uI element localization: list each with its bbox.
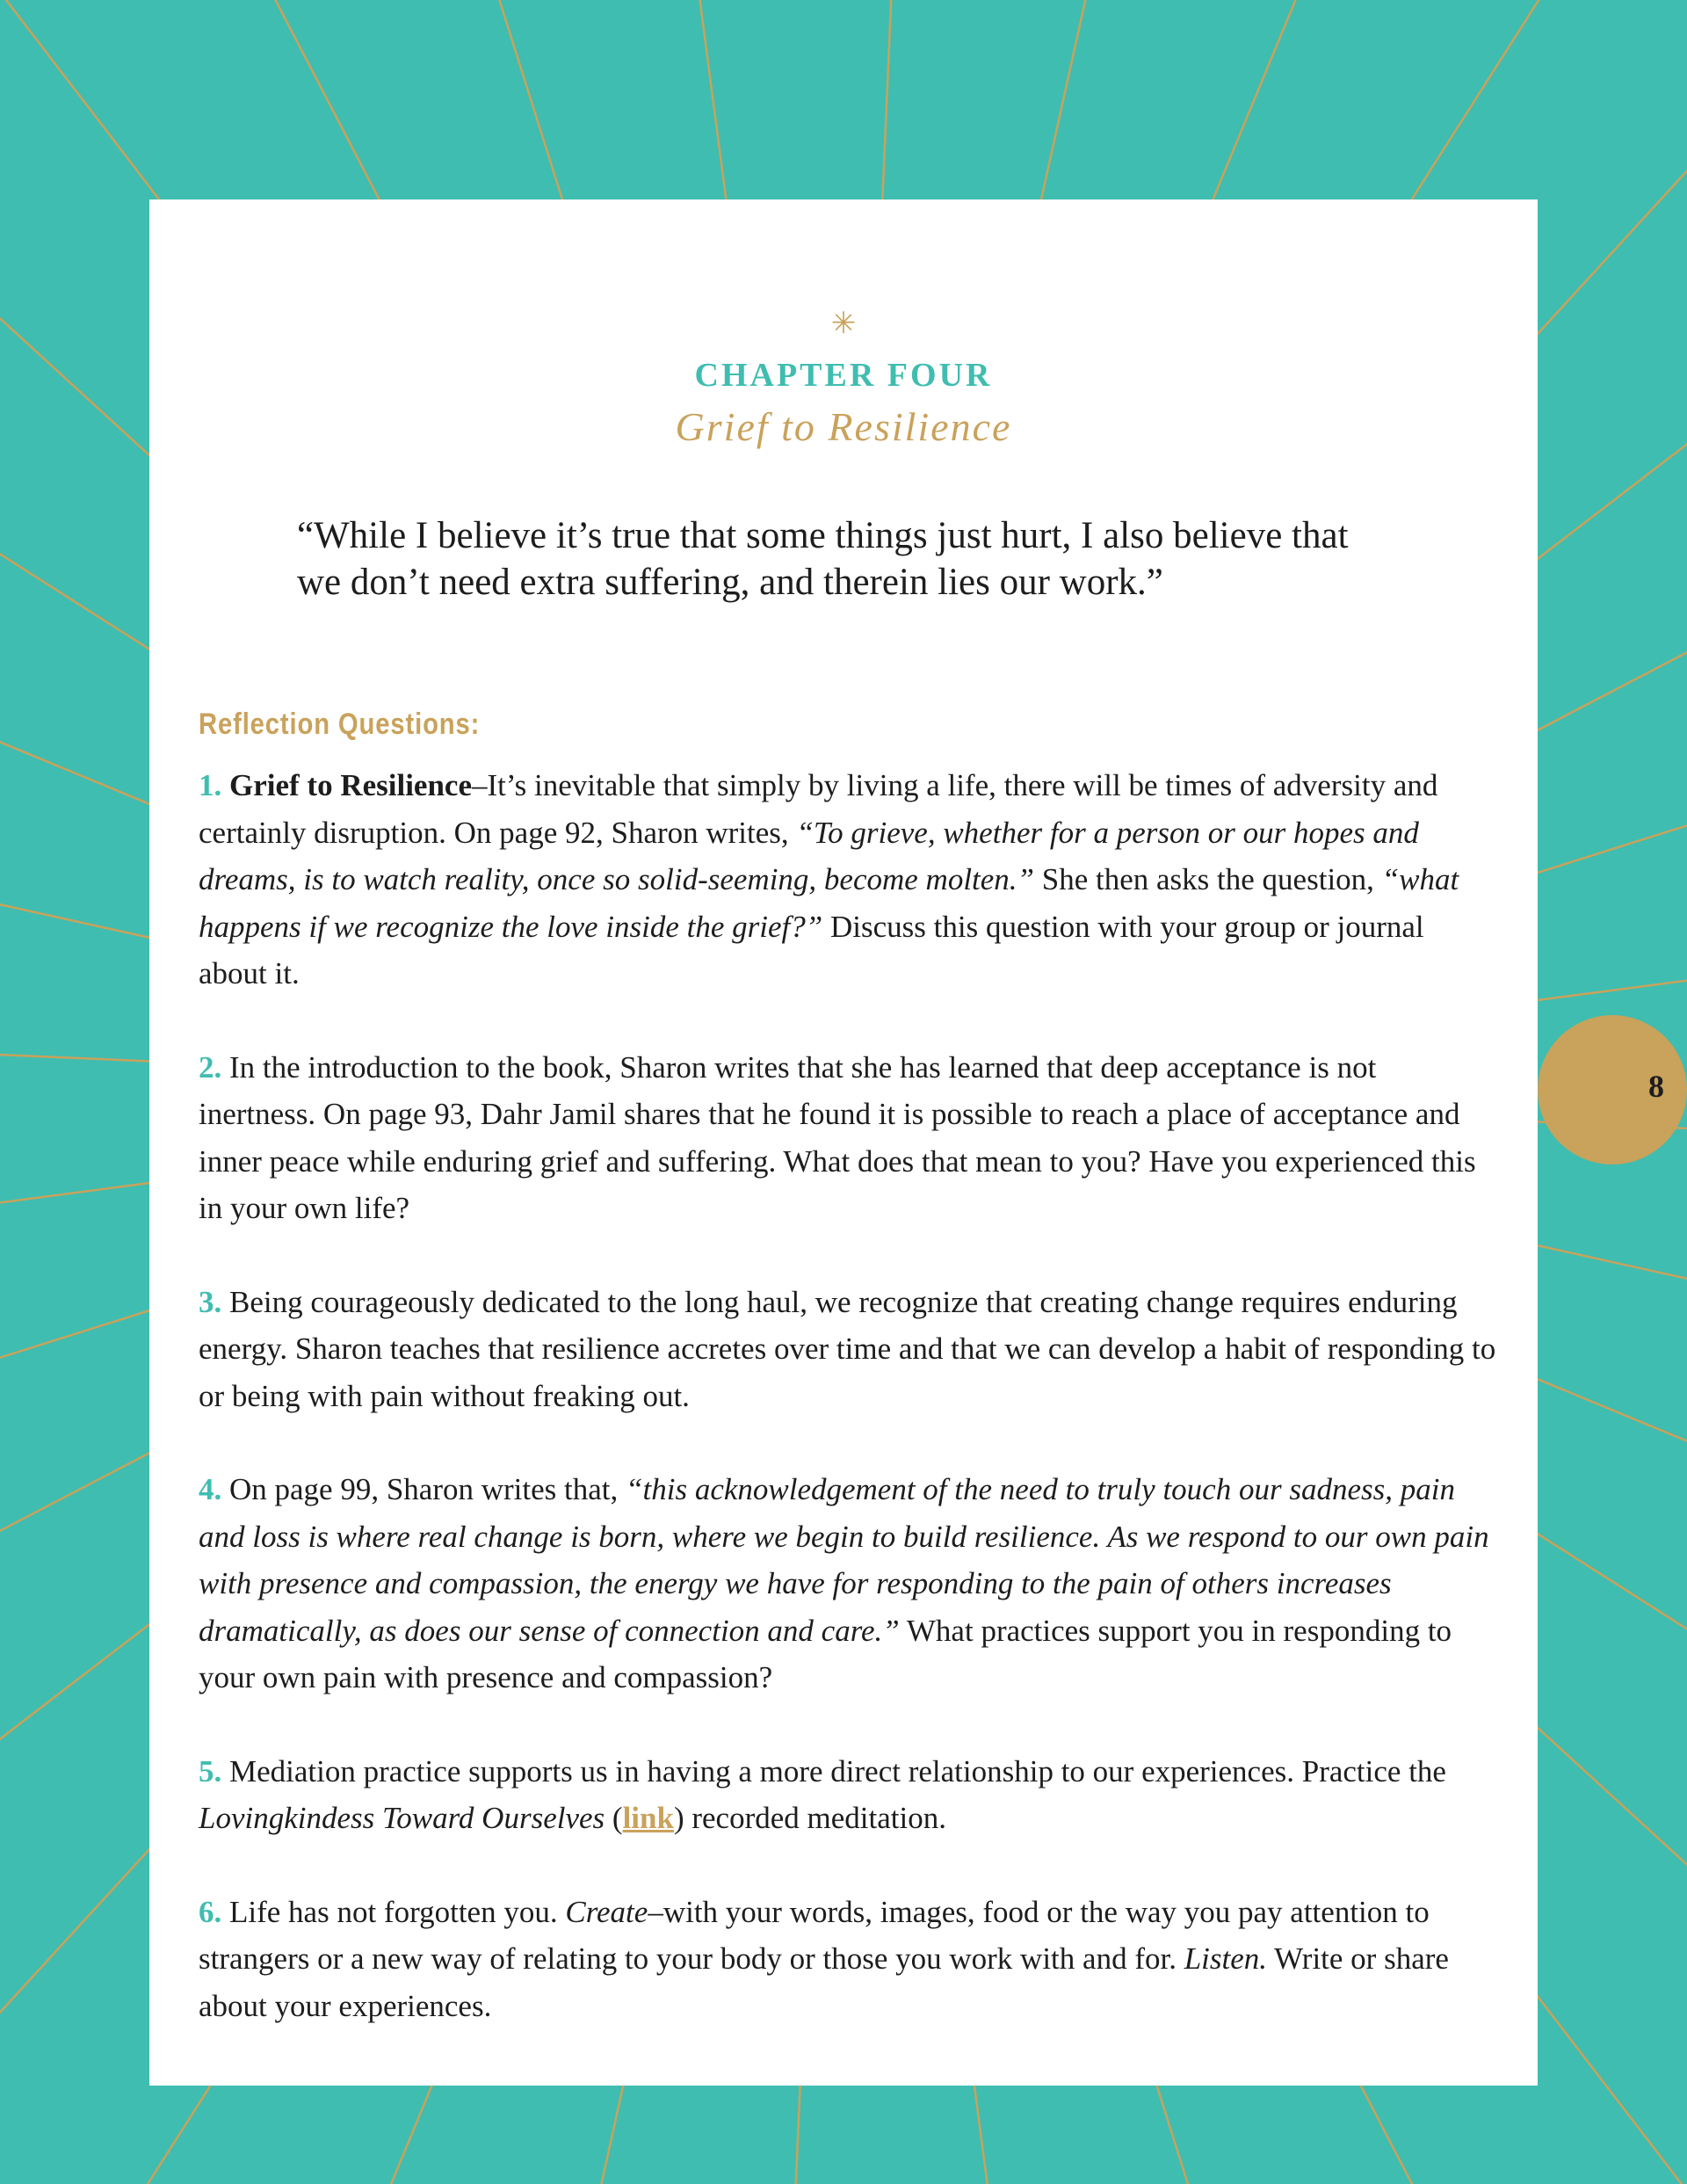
reflection-questions-heading: Reflection Questions: — [199, 707, 481, 741]
question-text: Life has not forgotten you. — [229, 1894, 566, 1929]
question-emphasis: Listen. — [1184, 1941, 1268, 1976]
chapter-title: Grief to Resilience — [675, 404, 1012, 449]
question-number: 3. — [199, 1284, 222, 1319]
question-number: 5. — [199, 1753, 222, 1789]
question-text: What practices support you in responding to your own pain with presence and compassion? — [199, 1613, 1452, 1694]
question-text: ) recorded meditation. — [673, 1801, 946, 1835]
meditation-title: Lovingkindess Toward Ourselves — [199, 1801, 605, 1835]
question-title: Grief to Resilience — [229, 768, 473, 802]
question-text: –with your words, images, food or the way you pay attention to strangers or a new way of relating to your body or those you work with and for. — [199, 1894, 1430, 1976]
question-emphasis: Create — [565, 1894, 648, 1929]
page-number: 8 — [1648, 1069, 1664, 1104]
question-number: 1. — [199, 768, 222, 802]
chapter-label: CHAPTER FOUR — [694, 357, 993, 394]
question-number: 4. — [199, 1472, 222, 1506]
question-text: ( — [605, 1801, 623, 1835]
question-text: –It’s inevitable that simply by living a life, there will be times of adversity and certainly disruption. On page 92, Sharon writes, — [199, 768, 1438, 850]
question-item — [199, 1889, 1499, 2030]
question-list — [199, 762, 1499, 2076]
question-text: Mediation practice supports us in having a more direct relationship to our experiences. Practice the — [229, 1753, 1446, 1789]
question-item — [199, 762, 1499, 998]
question-text: On page 99, Sharon writes that, — [229, 1472, 626, 1506]
pull-quote: “While I believe it’s true that some things just hurt, I also believe that we don’t need extra suffering, and therein lies our work.” — [297, 515, 1349, 603]
meditation-link[interactable]: link — [622, 1801, 674, 1835]
question-item — [199, 1748, 1499, 1842]
asterisk-star-icon: ✳ — [830, 308, 857, 340]
question-text: Discuss this question with your group or journal about it. — [199, 909, 1424, 990]
question-text: In the introduction to the book, Sharon writes that she has learned that deep acceptance is not inertness. On page 93, Dahr Jamil shares that he found it is possible to reach a place of acceptance and inner peace while enduring grief and suffering. What does that mean to you? Have you experienced this in your own life? — [199, 1049, 1476, 1225]
content-card — [149, 200, 1538, 2086]
question-item — [199, 1044, 1499, 1232]
question-text: Write or share about your experiences. — [199, 1941, 1449, 2023]
question-number: 6. — [199, 1894, 222, 1929]
question-quote: “To grieve, whether for a person or our hopes and dreams, is to watch reality, once so solid-seeming, become molten.” — [199, 815, 1419, 896]
question-text: Being courageously dedicated to the long haul, we recognize that creating change requires enduring energy. Sharon teaches that resilience accretes over time and that we can develop a habit of responding to or being with pain without freaking out. — [199, 1284, 1496, 1413]
question-text: She then asks the question, — [1034, 862, 1382, 896]
question-item — [199, 1466, 1499, 1701]
question-item — [199, 1279, 1499, 1420]
question-number: 2. — [199, 1049, 222, 1085]
question-quote: “this acknowledgement of the need to truly touch our sadness, pain and loss is where real change is born, where we begin to build resilience. As we respond to our own pain with presence and compassion, the energy we have for responding to the pain of others increases dramatically, as does our sense of connection and care.” — [199, 1472, 1489, 1648]
page-number-tab — [1538, 1015, 1687, 1165]
question-quote: “what happens if we recognize the love inside the grief?” — [199, 862, 1459, 944]
